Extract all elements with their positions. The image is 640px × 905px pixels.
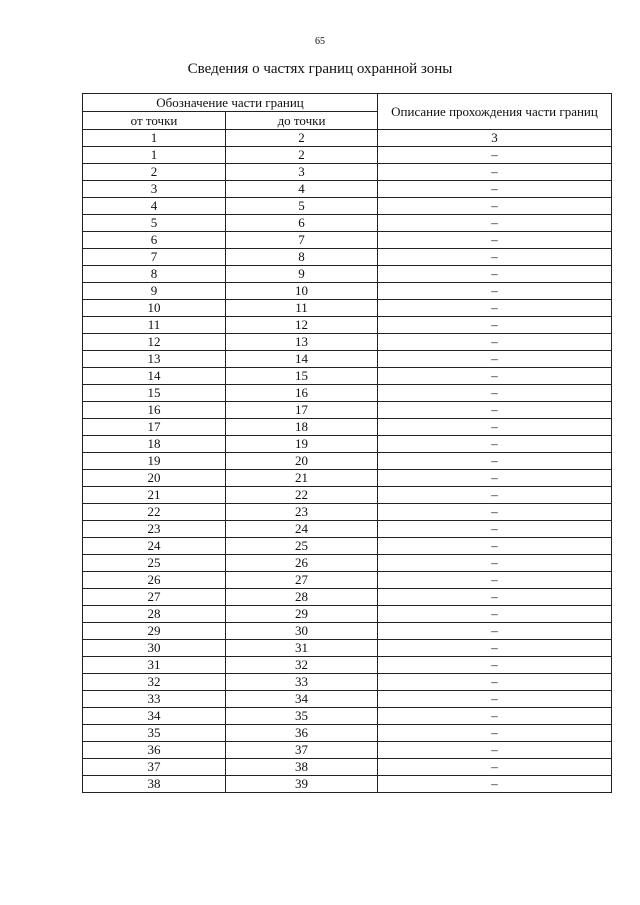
from-point-cell: 5	[83, 215, 226, 232]
to-point-cell: 34	[226, 691, 378, 708]
from-point-cell: 31	[83, 657, 226, 674]
description-cell: –	[378, 606, 612, 623]
table-row	[83, 589, 612, 606]
from-point-cell: 25	[83, 555, 226, 572]
description-cell: –	[378, 385, 612, 402]
description-cell: –	[378, 317, 612, 334]
table-row	[83, 215, 612, 232]
table-body	[83, 130, 612, 793]
table-row	[83, 385, 612, 402]
description-cell: –	[378, 538, 612, 555]
description-header: Описание прохождения части границ	[378, 94, 612, 130]
description-cell: –	[378, 742, 612, 759]
from-point-cell: 26	[83, 572, 226, 589]
description-cell: –	[378, 402, 612, 419]
from-point-cell: 13	[83, 351, 226, 368]
from-point-cell: 16	[83, 402, 226, 419]
table-row	[83, 300, 612, 317]
description-cell: –	[378, 436, 612, 453]
to-point-cell: 29	[226, 606, 378, 623]
to-point-cell: 15	[226, 368, 378, 385]
table-row	[83, 334, 612, 351]
from-point-cell: 35	[83, 725, 226, 742]
to-point-cell: 20	[226, 453, 378, 470]
description-cell: –	[378, 215, 612, 232]
table-row	[83, 725, 612, 742]
description-cell: –	[378, 198, 612, 215]
from-point-cell: 28	[83, 606, 226, 623]
description-cell: –	[378, 419, 612, 436]
from-point-cell: 9	[83, 283, 226, 300]
from-point-cell: 23	[83, 521, 226, 538]
from-point-cell: 2	[83, 164, 226, 181]
to-point-cell: 2	[226, 147, 378, 164]
description-cell: –	[378, 776, 612, 793]
table-row	[83, 708, 612, 725]
table-row	[83, 164, 612, 181]
description-cell: –	[378, 300, 612, 317]
description-cell: –	[378, 640, 612, 657]
table-row	[83, 538, 612, 555]
from-point-cell: 32	[83, 674, 226, 691]
to-point-cell: 11	[226, 300, 378, 317]
table-row	[83, 368, 612, 385]
table-row	[83, 266, 612, 283]
from-point-cell: 37	[83, 759, 226, 776]
to-point-cell: 4	[226, 181, 378, 198]
description-cell: –	[378, 691, 612, 708]
to-point-cell: 18	[226, 419, 378, 436]
description-cell: –	[378, 164, 612, 181]
from-point-cell: 33	[83, 691, 226, 708]
to-point-cell: 14	[226, 351, 378, 368]
page-number: 65	[315, 36, 325, 47]
description-cell: –	[378, 725, 612, 742]
page-title: Сведения о частях границ охранной зоны	[187, 61, 453, 77]
table-row	[83, 623, 612, 640]
table-row	[83, 572, 612, 589]
from-point-cell: 4	[83, 198, 226, 215]
from-point-cell: 15	[83, 385, 226, 402]
to-point-cell: 26	[226, 555, 378, 572]
to-point-cell: 32	[226, 657, 378, 674]
from-point-cell: 8	[83, 266, 226, 283]
table-row	[83, 419, 612, 436]
to-point-cell: 27	[226, 572, 378, 589]
to-point-cell: 3	[226, 164, 378, 181]
table-row	[83, 283, 612, 300]
description-cell: –	[378, 351, 612, 368]
table-row	[83, 640, 612, 657]
table-row	[83, 504, 612, 521]
to-point-cell: 38	[226, 759, 378, 776]
description-cell: –	[378, 334, 612, 351]
to-point-cell: 22	[226, 487, 378, 504]
to-point-cell: 37	[226, 742, 378, 759]
table-row	[83, 606, 612, 623]
description-cell: –	[378, 555, 612, 572]
from-point-cell: 14	[83, 368, 226, 385]
to-point-cell: 35	[226, 708, 378, 725]
table-row	[83, 776, 612, 793]
to-point-cell: 13	[226, 334, 378, 351]
to-point-cell: 31	[226, 640, 378, 657]
to-point-cell: 21	[226, 470, 378, 487]
table-row	[83, 249, 612, 266]
to-point-header: до точки	[226, 112, 378, 130]
from-point-header: от точки	[83, 112, 226, 130]
table-header	[83, 94, 612, 130]
table-row	[83, 130, 612, 147]
from-point-cell: 30	[83, 640, 226, 657]
description-cell: –	[378, 623, 612, 640]
from-point-cell: 20	[83, 470, 226, 487]
description-cell: –	[378, 589, 612, 606]
from-point-cell: 34	[83, 708, 226, 725]
from-point-cell: 11	[83, 317, 226, 334]
to-point-cell: 2	[226, 130, 378, 147]
from-point-cell: 1	[83, 147, 226, 164]
description-cell: –	[378, 759, 612, 776]
from-point-cell: 18	[83, 436, 226, 453]
to-point-cell: 9	[226, 266, 378, 283]
to-point-cell: 30	[226, 623, 378, 640]
description-cell: –	[378, 249, 612, 266]
from-point-cell: 10	[83, 300, 226, 317]
table-row	[83, 691, 612, 708]
from-point-cell: 24	[83, 538, 226, 555]
table-row	[83, 436, 612, 453]
to-point-cell: 24	[226, 521, 378, 538]
description-cell: –	[378, 708, 612, 725]
description-cell: –	[378, 147, 612, 164]
table-row	[83, 453, 612, 470]
from-point-cell: 12	[83, 334, 226, 351]
to-point-cell: 5	[226, 198, 378, 215]
to-point-cell: 39	[226, 776, 378, 793]
description-cell: –	[378, 470, 612, 487]
description-cell: –	[378, 504, 612, 521]
description-cell: –	[378, 232, 612, 249]
table-row	[83, 470, 612, 487]
description-cell: 3	[378, 130, 612, 147]
to-point-cell: 19	[226, 436, 378, 453]
from-point-cell: 1	[83, 130, 226, 147]
from-point-cell: 3	[83, 181, 226, 198]
description-cell: –	[378, 181, 612, 198]
description-cell: –	[378, 674, 612, 691]
to-point-cell: 16	[226, 385, 378, 402]
from-point-cell: 27	[83, 589, 226, 606]
table-row	[83, 147, 612, 164]
description-cell: –	[378, 368, 612, 385]
description-cell: –	[378, 453, 612, 470]
to-point-cell: 6	[226, 215, 378, 232]
from-point-cell: 21	[83, 487, 226, 504]
to-point-cell: 23	[226, 504, 378, 521]
to-point-cell: 36	[226, 725, 378, 742]
table-row	[83, 657, 612, 674]
description-cell: –	[378, 572, 612, 589]
description-cell: –	[378, 266, 612, 283]
table-row	[83, 232, 612, 249]
table-row	[83, 674, 612, 691]
from-point-cell: 6	[83, 232, 226, 249]
table-row	[83, 742, 612, 759]
to-point-cell: 10	[226, 283, 378, 300]
from-point-cell: 36	[83, 742, 226, 759]
table-row	[83, 555, 612, 572]
description-cell: –	[378, 487, 612, 504]
to-point-cell: 7	[226, 232, 378, 249]
boundary-parts-table	[82, 93, 612, 793]
to-point-cell: 28	[226, 589, 378, 606]
to-point-cell: 8	[226, 249, 378, 266]
table-row	[83, 487, 612, 504]
designation-header: Обозначение части границ	[83, 94, 378, 112]
table-row	[83, 198, 612, 215]
description-cell: –	[378, 283, 612, 300]
from-point-cell: 17	[83, 419, 226, 436]
from-point-cell: 29	[83, 623, 226, 640]
description-cell: –	[378, 657, 612, 674]
table-row	[83, 181, 612, 198]
table-row	[83, 351, 612, 368]
to-point-cell: 12	[226, 317, 378, 334]
table-row	[83, 402, 612, 419]
to-point-cell: 25	[226, 538, 378, 555]
table-row	[83, 759, 612, 776]
from-point-cell: 22	[83, 504, 226, 521]
to-point-cell: 17	[226, 402, 378, 419]
from-point-cell: 7	[83, 249, 226, 266]
description-cell: –	[378, 521, 612, 538]
table-row	[83, 317, 612, 334]
table-row	[83, 521, 612, 538]
to-point-cell: 33	[226, 674, 378, 691]
from-point-cell: 19	[83, 453, 226, 470]
from-point-cell: 38	[83, 776, 226, 793]
